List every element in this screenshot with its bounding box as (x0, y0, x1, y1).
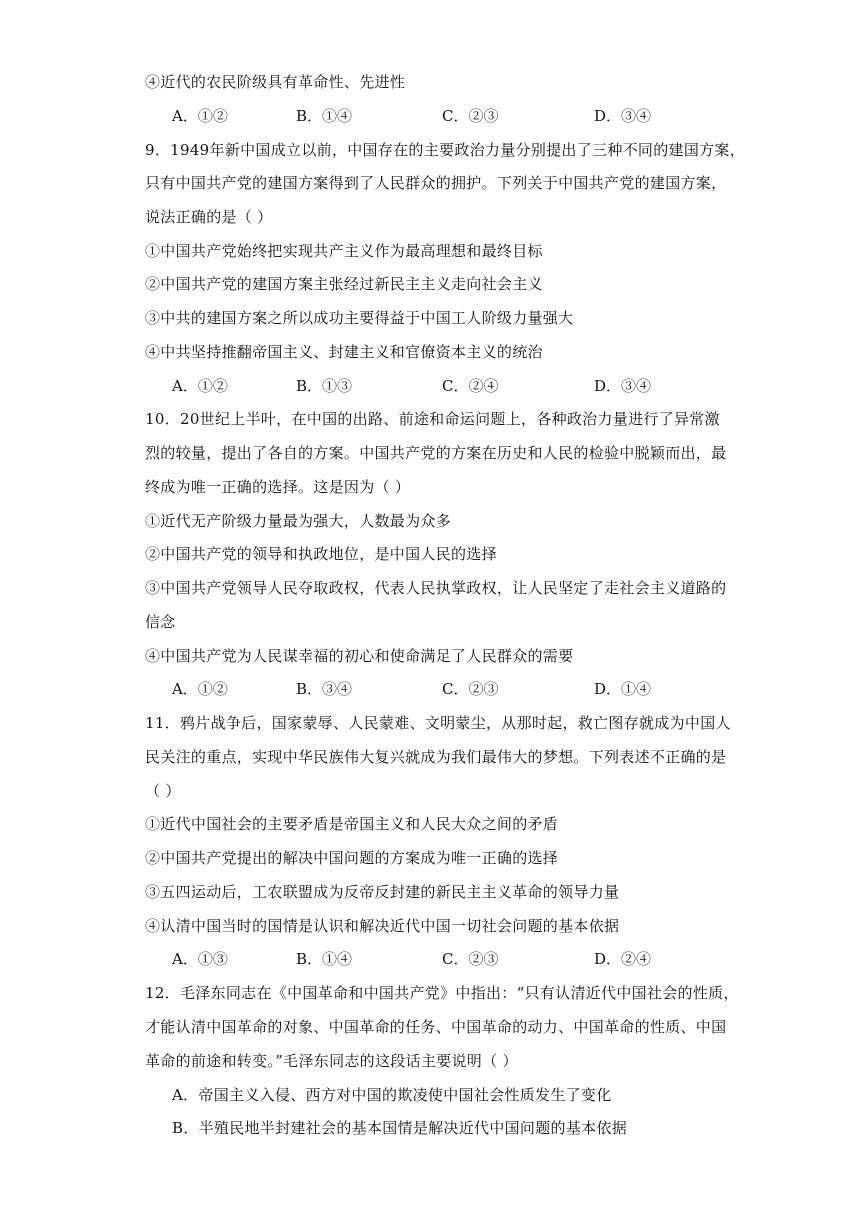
q11-option-c: C．②③ (442, 950, 499, 968)
q9-statement-2: ②中国共产党的建国方案主张经过新民主主义走向社会主义 (145, 275, 543, 293)
q11-statement-4: ④认清中国当时的国情是认识和解决近代中国一切社会问题的基本依据 (145, 917, 620, 935)
q10-statement-1: ①近代无产阶级力量最为强大，人数最为众多 (145, 512, 452, 530)
q8-option-a: A．①② (172, 107, 228, 125)
q11-statement-2: ②中国共产党提出的解决中国问题的方案成为唯一正确的选择 (145, 849, 559, 867)
q8-option-b: B．①④ (296, 107, 353, 125)
q12-choice-a: A．帝国主义入侵、西方对中国的欺凌使中国社会性质发生了变化 (172, 1086, 612, 1104)
q11-option-b: B．①④ (296, 950, 353, 968)
q11-stem-line-1: 11．鸦片战争后，国家蒙辱、人民蒙难、文明蒙尘，从那时起，救亡图存就成为中国人 (145, 714, 731, 732)
q12-stem-line-2: 才能认清中国革命的对象、中国革命的任务、中国革命的动力、中国革命的性质、中国 (145, 1018, 727, 1036)
q9-statement-4: ④中共坚持推翻帝国主义、封建主义和官僚资本主义的统治 (145, 343, 543, 361)
q10-statement-3: ③中国共产党领导人民夺取政权，代表人民执掌政权，让人民坚定了走社会主义道路的 (145, 579, 727, 597)
q9-stem-line-1: 9．1949年新中国成立以前，中国存在的主要政治力量分别提出了三种不同的建国方案， (145, 141, 746, 159)
q9-option-b: B．①③ (296, 377, 353, 395)
q10-option-d: D．①④ (594, 680, 652, 698)
q12-choice-b: B．半殖民地半封建社会的基本国情是解决近代中国问题的基本依据 (172, 1119, 628, 1137)
q11-statement-3: ③五四运动后，工农联盟成为反帝反封建的新民主主义革命的领导力量 (145, 883, 620, 901)
q11-option-a: A．①③ (172, 950, 228, 968)
q10-statement-3-cont: 信念 (145, 613, 176, 631)
q11-stem-line-3: （ ） (145, 782, 181, 800)
q9-stem-line-2: 只有中国共产党的建国方案得到了人民群众的拥护。下列关于中国共产党的建国方案， (145, 174, 727, 192)
q9-option-c: C．②④ (442, 377, 499, 395)
q10-statement-4: ④中国共产党为人民谋幸福的初心和使命满足了人民群众的需要 (145, 647, 574, 665)
q9-statement-1: ①中国共产党始终把实现共产主义作为最高理想和最终目标 (145, 242, 543, 260)
q11-stem-line-2: 民关注的重点，实现中华民族伟大复兴就成为我们最伟大的梦想。下列表述不正确的是 (145, 748, 727, 766)
q9-statement-3: ③中共的建国方案之所以成功主要得益于中国工人阶级力量强大 (145, 309, 574, 327)
q11-statement-1: ①近代中国社会的主要矛盾是帝国主义和人民大众之间的矛盾 (145, 815, 559, 833)
q11-option-d: D．②④ (594, 950, 652, 968)
q10-stem-line-2: 烈的较量，提出了各自的方案。中国共产党的方案在历史和人民的检验中脱颖而出，最 (145, 444, 727, 462)
q8-option-c: C．②③ (442, 107, 499, 125)
q10-option-a: A．①② (172, 680, 228, 698)
q12-stem-line-3: 革命的前途和转变。”毛泽东同志的这段话主要说明（ ） (145, 1052, 518, 1070)
q10-option-b: B．③④ (296, 680, 353, 698)
q9-option-d: D．③④ (594, 377, 652, 395)
q10-stem-line-3: 终成为唯一正确的选择。这是因为（ ） (145, 478, 411, 496)
q10-option-c: C．②③ (442, 680, 499, 698)
q10-stem-line-1: 10．20世纪上半叶，在中国的出路、前途和命运问题上，各种政治力量进行了异常激 (145, 410, 720, 428)
q8-option-d: D．③④ (594, 107, 652, 125)
q12-stem-line-1: 12．毛泽东同志在《中国革命和中国共产党》中指出：“只有认清近代中国社会的性质， (145, 984, 739, 1002)
q10-statement-2: ②中国共产党的领导和执政地位，是中国人民的选择 (145, 545, 497, 563)
q9-stem-line-3: 说法正确的是（ ） (145, 208, 273, 226)
q8-statement-4: ④近代的农民阶级具有革命性、先进性 (145, 73, 406, 91)
q9-option-a: A．①② (172, 377, 228, 395)
